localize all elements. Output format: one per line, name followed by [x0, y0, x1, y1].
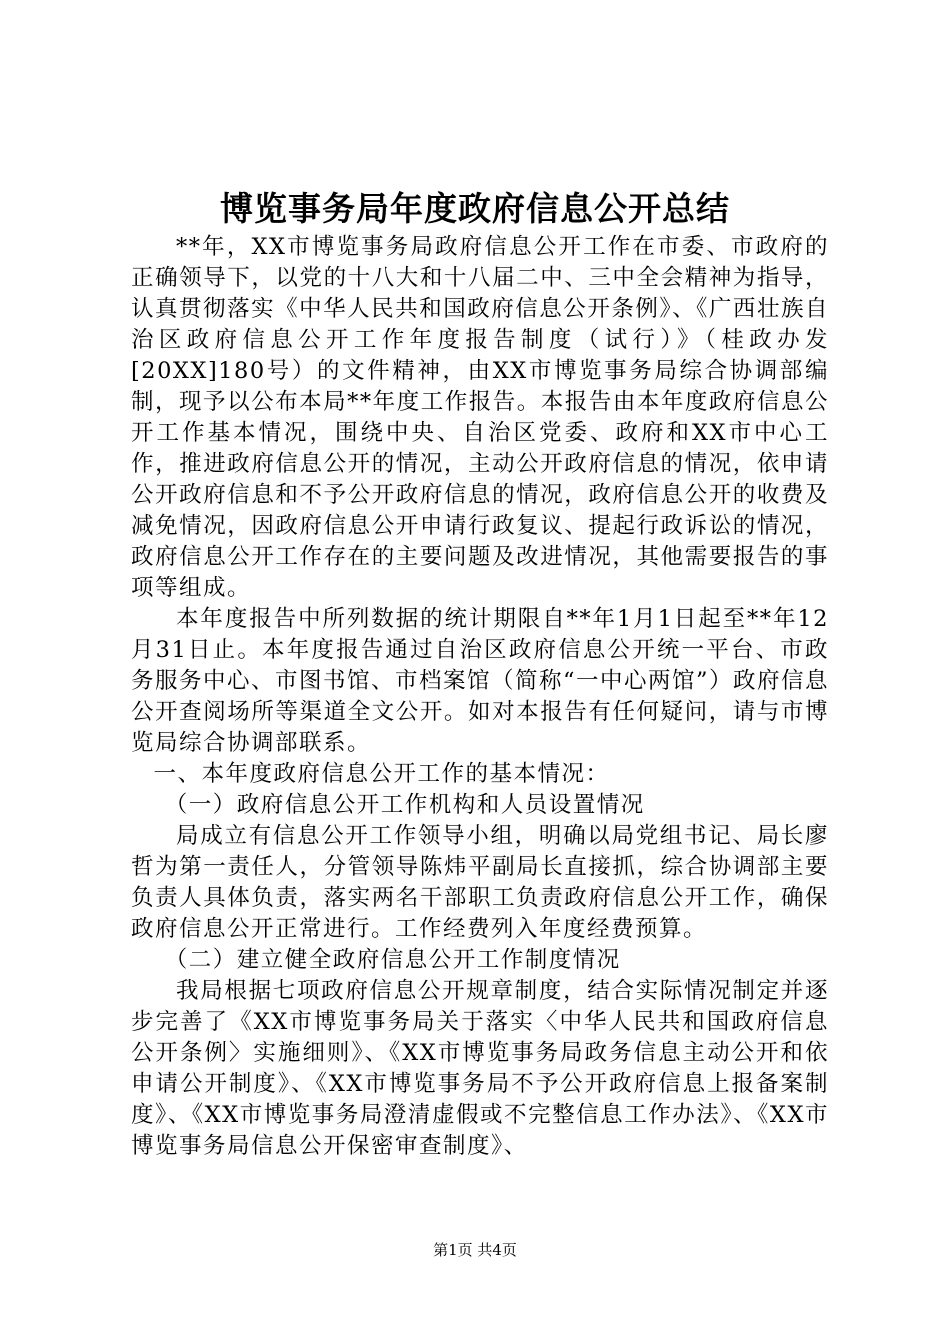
section-heading-basic-situation: 一、本年度政府信息公开工作的基本情况：	[153, 761, 610, 787]
page-number-footer: 第1页 共4页	[433, 1241, 517, 1259]
paragraph-organization: 局成立有信息公开工作领导小组，明确以局党组书记、局长廖哲为第一责任人，分管领导陈炜平副局长直接抓，综合协调部主要负责人具体负责，落实两名干部职工负责政府信息公开工作，确保政府信息公开正常进行。工作经费列入年度经费预算。	[131, 823, 829, 942]
document-body	[131, 232, 829, 1162]
document-title: 博览事务局年度政府信息公开总结	[220, 189, 730, 228]
paragraph-statistics-period: 本年度报告中所列数据的统计期限自**年1月1日起至**年12月31日止。本年度报告通过自治区政府信息公开统一平台、市政务服务中心、市图书馆、市档案馆（简称“一中心两馆”）政府信息公开查阅场所等渠道全文公开。如对本报告有任何疑问，请与市博览局综合协调部联系。	[131, 606, 830, 756]
subsection-heading-organization: （一）政府信息公开工作机构和人员设置情况	[164, 792, 645, 818]
subsection-heading-system: （二）建立健全政府信息公开工作制度情况	[164, 947, 621, 973]
paragraph-intro: **年，XX市博览事务局政府信息公开工作在市委、市政府的正确领导下，以党的十八大和十八届二中、三中全会精神为指导，认真贯彻落实《中华人民共和国政府信息公开条例》、《广西壮族自治区政府信息公开工作年度报告制度（试行）》（桂政办发[20XX]180号）的文件精神，由XX市博览事务局综合协调部编制，现予以公布本局**年度工作报告。本报告由本年度政府信息公开工作基本情况，围绕中央、自治区党委、政府和XX市中心工作，推进政府信息公开的情况，主动公开政府信息的情况，依申请公开政府信息和不予公开政府信息的情况，政府信息公开的收费及减免情况，因政府信息公开申请行政复议、提起行政诉讼的情况，政府信息公开工作存在的主要问题及改进情况，其他需要报告的事项等组成。	[131, 234, 829, 601]
paragraph-system: 我局根据七项政府信息公开规章制度，结合实际情况制定并逐步完善了《XX市博览事务局关于落实〈中华人民共和国政府信息公开条例〉实施细则》、《XX市博览事务局政务信息主动公开和依申请公开制度》、《XX市博览事务局不予公开政府信息上报备案制度》、《XX市博览事务局澄清虚假或不完整信息工作办法》、《XX市博览事务局信息公开保密审查制度》、	[131, 978, 829, 1159]
